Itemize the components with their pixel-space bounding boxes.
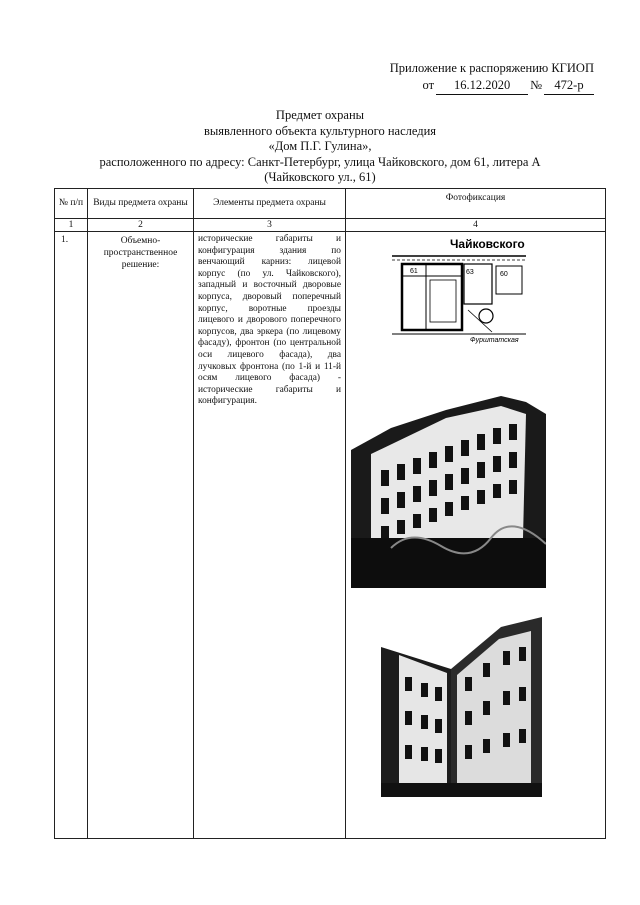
from-label: от [422,78,435,92]
appendix-header [390,60,594,95]
map-lot-number: 63 [466,269,474,276]
title-line-2: выявленного объекта культурного наследия [203,123,437,138]
col-num-4: 4 [346,219,606,232]
title-line-1: Предмет охраны [275,108,365,122]
order-date: 16.12.2020 [436,77,528,95]
photo-cell [346,232,606,839]
row-number: 1. [55,232,88,839]
header-kind: Виды предмета охраны [88,189,194,219]
protection-table [54,188,606,839]
title-line-4: расположенного по адресу: Санкт-Петербург, улица Чайковского, дом 61, литера А [99,154,541,169]
col-num-2: 2 [88,219,194,232]
row-elements: исторические габариты и конфигурация здания по венчающий карниз: лицевой корпус (по ул. Чайковского), западный и восточный дворовые корпуса, дворовый поперечный корпус, воротные проезды лицевого и дворового поперечного корпусов, два эркера (по лицевому фасаду), фронтон (по центральной оси лицевого фасада), два лучковых фронтона (по 1-й и 11-й осям лицевого фасада) - исторические габариты и конфигурация. [194,232,346,839]
title-line-5: (Чайковского ул., 61) [264,170,376,184]
header-num: № п/п [55,189,88,219]
col-num-1: 1 [55,219,88,232]
map-bottom-street: Фурштатская [470,337,519,344]
map-lot-number: 60 [500,271,508,278]
row-kind: Объемно-пространственное решение: [88,232,194,839]
site-plan-map-icon [392,236,526,344]
appendix-date-row [390,77,594,95]
appendix-line: Приложение к распоряжению КГИОП [389,61,594,75]
title-line-3: «Дом П.Г. Гулина», [268,139,372,153]
col-num-3: 3 [194,219,346,232]
map-lot-number: 61 [410,268,418,275]
table-row [55,232,606,839]
map-street-label: Чайковского [450,237,525,251]
table-header-row [55,189,606,219]
header-photo: Фотофиксация [346,189,606,219]
facade-photo-icon [351,388,546,588]
column-number-row [55,219,606,232]
order-number: 472-р [544,77,594,95]
courtyard-photo-icon [381,617,542,797]
number-label: № [530,78,542,92]
header-elements: Элементы предмета охраны [194,189,346,219]
document-title [60,108,580,186]
